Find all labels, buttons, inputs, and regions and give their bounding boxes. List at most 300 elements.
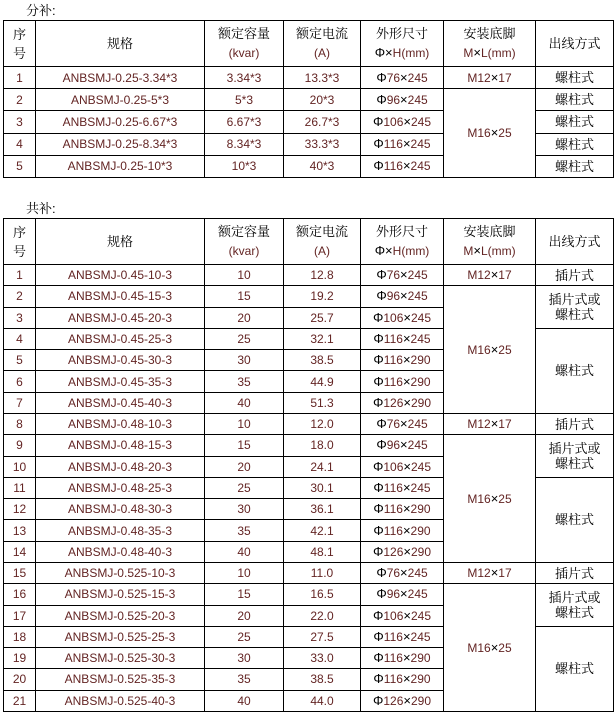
dimension-cell [361,265,444,286]
mounting-cell [444,562,536,583]
cell-line: 螺柱式 [554,92,594,108]
current-cell [284,133,361,155]
capacity-cell [205,669,284,690]
cell-line: 螺柱式 [554,661,594,677]
capacity-cell [205,541,284,562]
spec-cell [36,456,205,477]
cell-line: 40 [237,693,251,708]
cell-line: 7 [16,395,23,410]
dimension-cell [361,371,444,392]
cell-line: Φ96×245 [376,586,428,602]
cell-line: M12×17 [467,416,512,432]
row-number-cell [4,286,36,307]
column-header-capacity [205,219,284,265]
cell-line: 16.5 [310,587,334,602]
cell-line: 螺柱式 [554,307,594,323]
capacity-cell [205,626,284,647]
outlet-cell [536,67,614,89]
row-number-cell [4,690,36,711]
cell-line: 螺柱式 [554,456,594,472]
cell-line: ANBSMJ-0.48-35-3 [67,523,173,538]
current-cell [284,648,361,669]
mounting-cell [444,89,536,178]
cell-line: 30 [237,353,251,368]
cell-line: ANBSMJ-0.45-15-3 [67,289,173,304]
cell-line: 规格 [106,234,133,249]
current-cell [284,690,361,711]
cell-line: 40*3 [309,159,335,174]
column-header-index [4,219,36,265]
cell-line: Φ116×245 [373,628,431,644]
cell-line: 13 [12,523,27,538]
current-cell [284,520,361,541]
cell-line: Φ106×245 [372,113,432,129]
cell-line: 33.3*3 [304,137,340,152]
cell-line: 2 [16,289,23,304]
cell-line: Φ116×290 [373,522,431,538]
current-cell [284,350,361,371]
cell-line: 20 [237,459,251,474]
cell-line: Φ126×290 [372,543,432,559]
cell-line: 螺柱式 [554,158,594,174]
cell-line: Φ126×290 [372,394,432,410]
cell-line: 螺柱式 [554,512,594,528]
cell-line: 额定电流 [295,26,348,41]
cell-line: ANBSMJ-0.525-25-3 [64,629,176,644]
capacity-cell [205,392,284,413]
current-cell [284,67,361,89]
current-cell [284,477,361,498]
dimension-cell [361,584,444,605]
cell-line: 18 [12,629,27,644]
cell-line: 12.8 [310,268,334,283]
cell-line: ANBSMJ-0.48-20-3 [67,459,173,474]
cell-line: Φ126×290 [372,692,432,708]
row-number-cell [4,307,36,328]
current-cell [284,562,361,583]
outlet-cell [536,584,614,627]
header-row [4,219,614,265]
cell-line: 10 [237,566,251,581]
cell-line: 30.1 [310,480,334,495]
cell-line: 额定电流 [295,224,348,239]
cell-line: 42.1 [310,523,334,538]
spec-table-gongbu [3,218,614,712]
dimension-cell [361,669,444,690]
dimension-cell [361,690,444,711]
cell-line: 44.0 [310,693,334,708]
cell-line: 2 [16,92,23,107]
cell-line: 20*3 [309,92,335,107]
cell-line: 外形尺寸 [375,26,428,41]
cell-line: 号 [12,243,26,259]
cell-line: 6.67*3 [226,114,262,129]
row-number-cell [4,648,36,669]
section-title-gongbu: 共补: [26,201,56,216]
dimension-cell [361,155,444,177]
cell-line: ANBSMJ-0.525-40-3 [64,693,176,708]
cell-line: ANBSMJ-0.45-30-3 [67,353,173,368]
cell-line: 3 [16,310,23,325]
dimension-cell [361,456,444,477]
cell-line: M16×25 [467,125,512,141]
column-header-outlet [536,21,614,67]
cell-line: 14 [12,544,27,559]
row-number-cell [4,520,36,541]
cell-line: 号 [12,45,26,61]
spec-cell [36,477,205,498]
spec-cell [36,286,205,307]
cell-line: Φ116×245 [373,136,431,152]
current-cell [284,435,361,456]
dimension-cell [361,67,444,89]
table-row [4,584,614,605]
current-cell [284,307,361,328]
cell-line: Φ96×245 [376,91,428,107]
dimension-cell [361,350,444,371]
cell-line: 21 [12,693,27,708]
outlet-cell [536,89,614,111]
cell-line: 安装底脚 [463,26,516,41]
dimension-cell [361,307,444,328]
row-number-cell [4,605,36,626]
cell-line: 51.3 [310,395,334,410]
cell-line: 22.0 [310,608,334,623]
spec-cell [36,435,205,456]
dimension-cell [361,328,444,349]
row-number-cell [4,67,36,89]
dimension-cell [361,499,444,520]
column-header-spec [36,21,205,67]
spec-cell [36,392,205,413]
cell-line: 48.1 [310,544,334,559]
cell-line: 35 [237,523,251,538]
capacity-cell [205,456,284,477]
cell-line: 25 [237,480,251,495]
outlet-cell [536,562,614,583]
capacity-cell [205,435,284,456]
capacity-cell [205,328,284,349]
table-row [4,89,614,111]
row-number-cell [4,626,36,647]
cell-line: 26.7*3 [304,114,340,129]
cell-line: 8.34*3 [226,137,262,152]
outlet-cell [536,155,614,177]
cell-line: 12.0 [310,417,334,432]
capacity-cell [205,286,284,307]
cell-line: 30 [237,651,251,666]
row-number-cell [4,328,36,349]
column-header-index [4,21,36,67]
dimension-cell [361,413,444,434]
column-header-capacity [205,21,284,67]
mounting-cell [444,67,536,89]
capacity-cell [205,584,284,605]
cell-line: Φ106×245 [372,309,432,325]
cell-line: 螺柱式 [554,114,594,130]
cell-line: 20 [12,672,27,687]
mounting-cell [444,413,536,434]
row-number-cell [4,89,36,111]
capacity-cell [205,499,284,520]
spec-cell [36,626,205,647]
capacity-cell [205,371,284,392]
column-header-dimensions [361,21,444,67]
current-cell [284,541,361,562]
cell-line: 19 [12,651,27,666]
spec-cell [36,67,205,89]
cell-line: Φ116×290 [373,373,431,389]
cell-line: Φ116×290 [373,501,431,517]
dimension-cell [361,520,444,541]
cell-line: Φ96×245 [376,288,428,304]
row-number-cell [4,155,36,177]
cell-line: 27.5 [310,629,334,644]
cell-line: 20 [237,608,251,623]
cell-line: 35 [237,672,251,687]
cell-line: ANBSMJ-0.48-40-3 [67,544,173,559]
table-row [4,286,614,307]
cell-line: 安装底脚 [463,224,516,239]
spec-cell [36,520,205,541]
spec-cell [36,265,205,286]
current-cell [284,286,361,307]
table-row [4,435,614,456]
cell-line: (A) [314,244,330,258]
spec-cell [36,371,205,392]
cell-line: 10 [237,268,251,283]
cell-line: 插片式或 [548,441,601,457]
cell-line: Φ×H(mm) [374,243,430,258]
cell-line: 18.0 [310,438,334,453]
cell-line: 25 [237,331,251,346]
section-title-fenbu: 分补: [26,3,56,18]
cell-line: 19.2 [310,289,334,304]
spec-cell [36,89,205,111]
cell-line: (kvar) [228,244,260,258]
cell-line: M16×25 [467,490,512,506]
cell-line: 40 [237,544,251,559]
spec-cell [36,584,205,605]
spec-cell [36,328,205,349]
cell-line: 20 [237,310,251,325]
row-number-cell [4,477,36,498]
cell-line: 插片式或 [548,590,601,605]
spec-cell [36,350,205,371]
spec-cell [36,690,205,711]
cell-line: 1 [16,268,23,283]
cell-line: 5*3 [234,92,254,107]
table-row [4,265,614,286]
capacity-cell [205,562,284,583]
cell-line: 11.0 [310,566,334,581]
table-row [4,562,614,583]
dimension-cell [361,286,444,307]
spec-cell [36,648,205,669]
cell-line: 15 [237,587,251,602]
capacity-cell [205,350,284,371]
cell-line: Φ116×290 [373,671,431,687]
outlet-cell [536,435,614,478]
cell-line: Φ116×245 [373,158,431,174]
cell-line: 螺柱式 [554,363,594,379]
cell-line: 9 [16,438,23,453]
cell-line: 24.1 [310,459,334,474]
spec-cell [36,155,205,177]
dimension-cell [361,626,444,647]
outlet-cell [536,328,614,413]
capacity-cell [205,155,284,177]
cell-line: Φ106×245 [372,458,432,474]
outlet-cell [536,133,614,155]
cell-line: 5 [16,353,23,368]
cell-line: 序 [12,26,26,42]
cell-line: 38.5 [310,353,334,368]
dimension-cell [361,605,444,626]
cell-line: 12 [12,502,27,517]
current-cell [284,584,361,605]
cell-line: ANBSMJ-0.45-40-3 [67,395,173,410]
dimension-cell [361,435,444,456]
cell-line: 40 [237,395,251,410]
cell-line: Φ116×245 [373,330,431,346]
spec-cell [36,307,205,328]
current-cell [284,265,361,286]
cell-line: ANBSMJ-0.48-25-3 [67,480,173,495]
cell-line: Φ76×245 [376,565,428,581]
dimension-cell [361,562,444,583]
row-number-cell [4,435,36,456]
capacity-cell [205,67,284,89]
spec-cell [36,499,205,520]
dimension-cell [361,392,444,413]
capacity-cell [205,133,284,155]
cell-line: 序 [12,224,26,240]
cell-line: 16 [12,587,27,602]
column-header-mounting [444,21,536,67]
current-cell [284,456,361,477]
cell-line: 4 [16,331,23,346]
cell-line: 螺柱式 [554,136,594,152]
cell-line: 5 [16,159,23,174]
row-number-cell [4,413,36,434]
cell-line: M16×25 [467,341,512,357]
column-header-mounting [444,219,536,265]
cell-line: Φ96×245 [376,437,428,453]
cell-line: 3.34*3 [226,70,262,85]
capacity-cell [205,520,284,541]
cell-line: 38.5 [310,672,334,687]
spec-cell [36,541,205,562]
cell-line: ANBSMJ-0.45-20-3 [67,310,173,325]
current-cell [284,328,361,349]
cell-line: 3 [16,114,23,129]
cell-line: 25 [237,629,251,644]
cell-line: ANBSMJ-0.25-6.67*3 [62,114,178,129]
capacity-cell [205,690,284,711]
row-number-cell [4,371,36,392]
column-header-current [284,21,361,67]
current-cell [284,626,361,647]
cell-line: 4 [16,137,23,152]
cell-line: 35 [237,374,251,389]
capacity-cell [205,111,284,133]
cell-line: 33.0 [310,651,334,666]
dimension-cell [361,111,444,133]
spec-cell [36,133,205,155]
cell-line: 螺柱式 [554,605,594,620]
current-cell [284,89,361,111]
dimension-cell [361,648,444,669]
column-header-spec [36,219,205,265]
cell-line: 36.1 [310,502,334,517]
cell-line: ANBSMJ-0.525-20-3 [64,608,176,623]
mounting-cell [444,435,536,563]
cell-line: 插片式或 [548,292,601,308]
cell-line: 11 [13,480,26,495]
table-row [4,413,614,434]
cell-line: ANBSMJ-0.525-30-3 [64,651,176,666]
cell-line: Φ76×245 [376,416,428,432]
row-number-cell [4,350,36,371]
spec-table-fenbu [3,20,614,178]
cell-line: 1 [16,70,23,85]
dimension-cell [361,541,444,562]
cell-line: ANBSMJ-0.48-30-3 [67,502,173,517]
mounting-cell [444,265,536,286]
dimension-cell [361,477,444,498]
cell-line: 规格 [106,36,133,51]
cell-line: ANBSMJ-0.25-5*3 [70,92,170,107]
capacity-cell [205,605,284,626]
row-number-cell [4,541,36,562]
cell-line: 出线方式 [548,36,601,51]
document-page [0,4,616,712]
cell-line: Φ106×245 [372,607,432,623]
cell-line: ANBSMJ-0.45-25-3 [67,331,173,346]
outlet-cell [536,265,614,286]
cell-line: ANBSMJ-0.25-3.34*3 [62,70,178,85]
cell-line: 25.7 [310,310,334,325]
outlet-cell [536,413,614,434]
cell-line: Φ116×290 [373,352,431,368]
outlet-cell [536,477,614,562]
cell-line: Φ76×245 [376,267,428,283]
cell-line: 8 [16,417,23,432]
cell-line: Φ76×245 [376,69,428,85]
current-cell [284,605,361,626]
row-number-cell [4,584,36,605]
cell-line: 插片式 [554,565,594,581]
current-cell [284,499,361,520]
row-number-cell [4,456,36,477]
row-number-cell [4,111,36,133]
cell-line: 6 [16,374,23,389]
cell-line: (A) [314,46,330,60]
dimension-cell [361,89,444,111]
cell-line: ANBSMJ-0.525-15-3 [64,587,176,602]
cell-line: ANBSMJ-0.45-10-3 [67,268,173,283]
cell-line: 螺柱式 [554,70,594,86]
cell-line: 30 [237,502,251,517]
cell-line: M12×17 [467,267,512,283]
current-cell [284,155,361,177]
row-number-cell [4,669,36,690]
cell-line: 10 [12,459,27,474]
row-number-cell [4,499,36,520]
cell-line: 44.9 [310,374,334,389]
cell-line: 10 [237,417,251,432]
